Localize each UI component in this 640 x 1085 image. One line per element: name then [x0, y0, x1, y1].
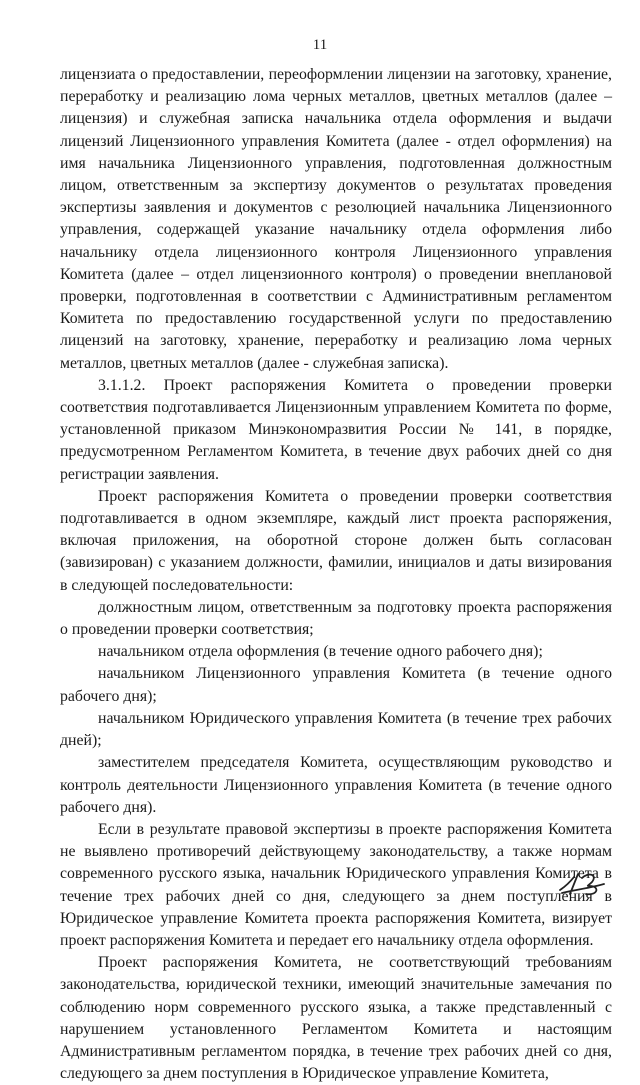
handwritten-page-mark — [556, 868, 608, 898]
document-body — [60, 64, 612, 1085]
paragraph: Проект распоряжения Комитета о проведении проверки соответствия подготавливается в одном экземпляре, каждый лист проекта распоряжения, включая приложения, на оборотной стороне должен быть согласован (завизирован) с указанием должности, фамилии, инициалов и даты визирования в следующей последовательности: — [60, 487, 612, 594]
paragraph: начальником Юридического управления Комитета (в течение трех рабочих дней); — [60, 709, 612, 750]
paragraph: Если в результате правовой экспертизы в проекте распоряжения Комитета не выявлено противоречий действующему законодательству, а также нормам современного русского языка, начальник Юридического управления Комитета в течение трех рабочих дней со дня, следующего за днем поступления в Юридическое управление Комитета проекта распоряжения Комитета, визирует проект распоряжения Комитета и передает его начальнику отдела оформления. — [60, 820, 612, 949]
paragraph: 3.1.1.2. Проект распоряжения Комитета о проведении проверки соответствия подготавливается Лицензионным управлением Комитета по форме, установленной приказом Минэкономразвития России № 141, в порядке, предусмотренном Регламентом Комитета, в течение двух рабочих дней со дня регистрации заявления. — [60, 376, 612, 483]
paragraph: Проект распоряжения Комитета, не соответствующий требованиям законодательства, юридической техники, имеющий значительные замечания по соблюдению норм современного русского языка, а также представленный с нарушением установленного Регламентом Комитета и настоящим Административным регламентом порядка, в течение трех рабочих дней со дня, следующего за днем поступления в Юридическое управление Комитета, — [60, 954, 612, 1083]
paragraph: начальником отдела оформления (в течение одного рабочего дня); — [98, 643, 543, 661]
paragraph: начальником Лицензионного управления Комитета (в течение одного рабочего дня); — [60, 665, 612, 705]
paragraph: лицензиата о предоставлении, переоформлении лицензии на заготовку, хранение, переработку и реализацию лома черных металлов, цветных металлов (далее – лицензия) и служебная записка начальника отдела оформления и выдачи лицензий Лицензионного управления Комитета (далее - отдел оформления) на имя начальника Лицензионного управления, подготовленная должностным лицом, ответственным за экспертизу документов о результатах проведения экспертизы заявления и документов с резолюцией начальника Лицензионного управления, содержащей указание начальнику отдела оформления либо начальнику отдела лицензионного контроля Лицензионного управления Комитета (далее – отдел лицензионного контроля) о проведении внеплановой проверки, подготовленная в соответствии с Административным регламентом Комитета по предоставлению государственной услуги по предоставлению лицензий на заготовку, хранение, переработку и реализацию лома черных металлов, цветных металлов (далее - служебная записка). — [60, 66, 612, 372]
paragraph: должностным лицом, ответственным за подготовку проекта распоряжения о проведении проверки соответствия; — [60, 598, 612, 639]
page-number: 11 — [312, 37, 328, 53]
paragraph: заместителем председателя Комитета, осуществляющим руководство и контроль деятельности Лицензионного управления Комитета (в течение одного рабочего дня). — [60, 754, 612, 816]
